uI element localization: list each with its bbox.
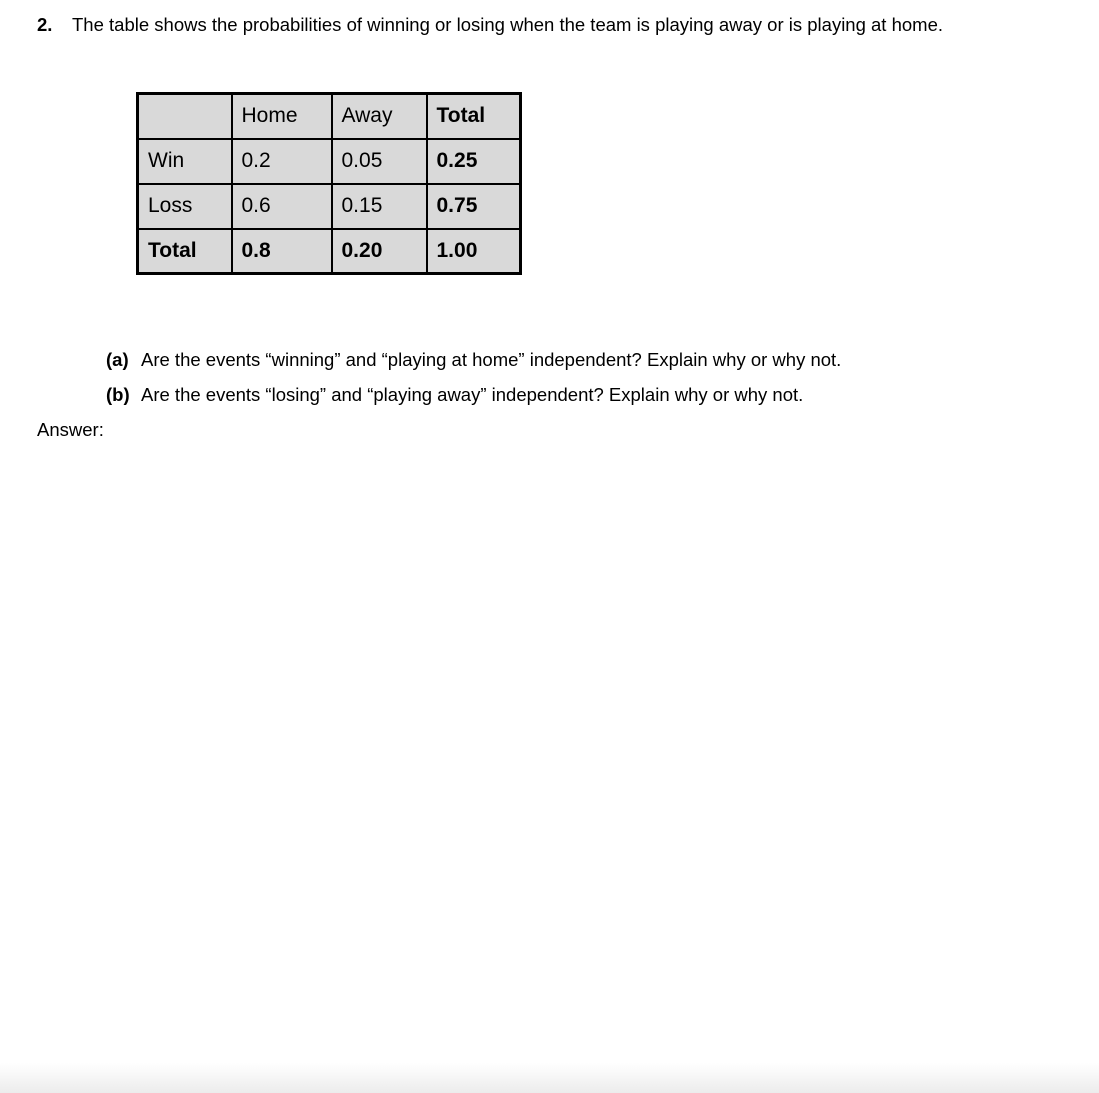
cell-total-total: 1.00 [427, 229, 521, 274]
cell-win-total: 0.25 [427, 139, 521, 184]
page-bottom-shadow [0, 1063, 1099, 1093]
cell-win-home: 0.2 [232, 139, 332, 184]
cell-loss-total: 0.75 [427, 184, 521, 229]
cell-total-home: 0.8 [232, 229, 332, 274]
part-b [106, 384, 803, 406]
part-a [106, 349, 841, 371]
probability-table [136, 92, 522, 275]
row-label-loss: Loss [138, 184, 232, 229]
table-header-row [138, 94, 521, 139]
cell-win-away: 0.05 [332, 139, 427, 184]
question-prompt [37, 14, 943, 36]
question-text: The table shows the probabilities of winning or losing when the team is playing away or is playing at home. [72, 14, 944, 35]
part-b-text: Are the events “losing” and “playing away” independent? Explain why or why not. [141, 384, 804, 405]
table-row [138, 184, 521, 229]
row-label-win: Win [138, 139, 232, 184]
part-b-label: (b) [106, 384, 130, 405]
row-label-total: Total [138, 229, 232, 274]
table-row [138, 229, 521, 274]
part-a-label: (a) [106, 349, 129, 370]
answer-label: Answer: [37, 419, 104, 440]
cell-loss-home: 0.6 [232, 184, 332, 229]
header-cell-away: Away [332, 94, 427, 139]
header-cell-total: Total [427, 94, 521, 139]
cell-total-away: 0.20 [332, 229, 427, 274]
header-cell-corner [138, 94, 232, 139]
header-cell-home: Home [232, 94, 332, 139]
table-row [138, 139, 521, 184]
question-number: 2. [37, 14, 53, 35]
part-a-text: Are the events “winning” and “playing at home” independent? Explain why or why not. [141, 349, 842, 370]
cell-loss-away: 0.15 [332, 184, 427, 229]
